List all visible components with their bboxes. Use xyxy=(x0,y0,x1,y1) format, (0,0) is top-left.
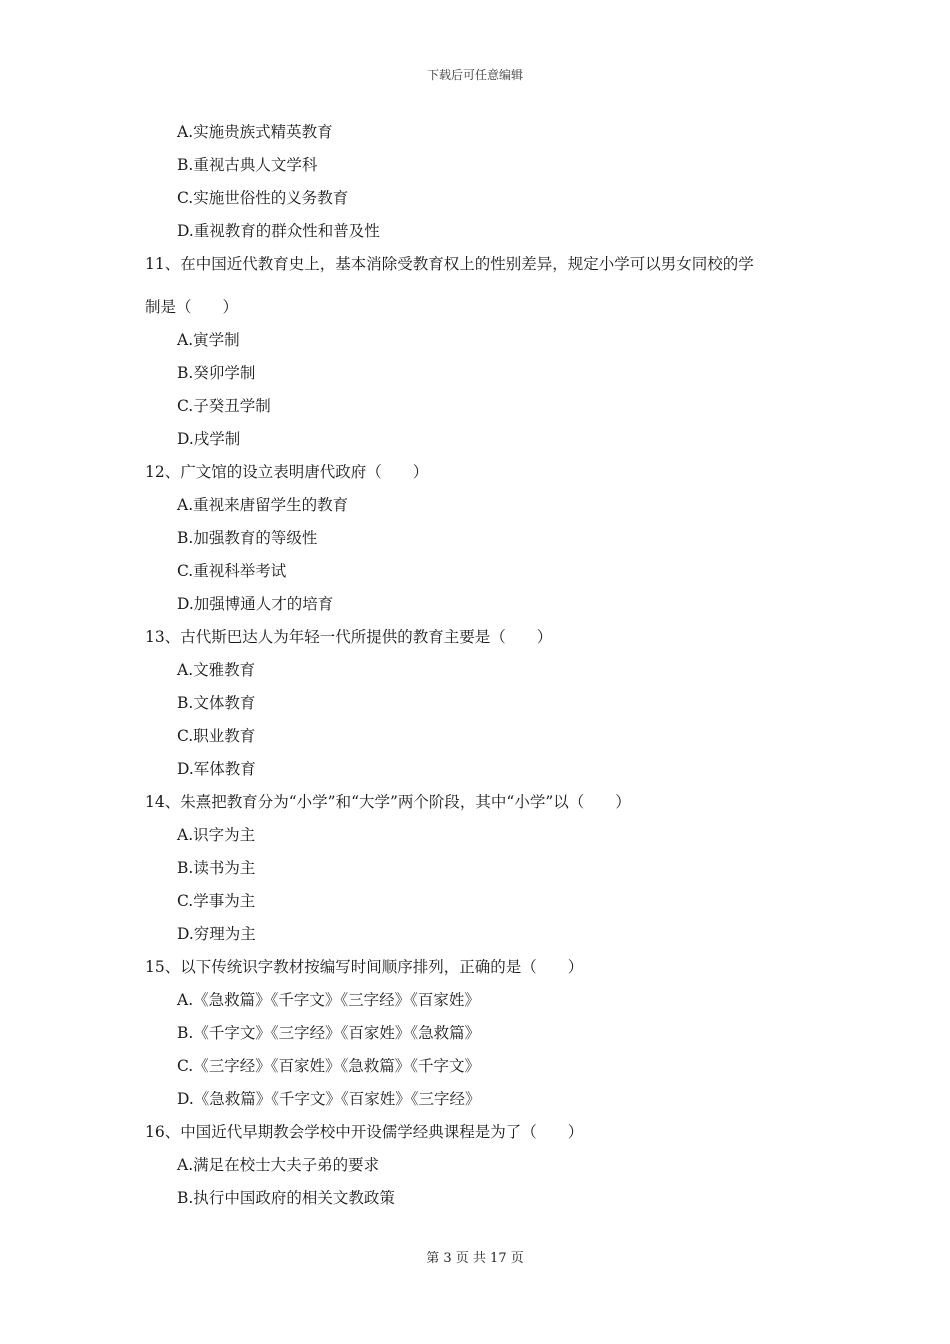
answer-option: A.文雅教育 xyxy=(177,661,256,679)
page-footer: 第 3 页 共 17 页 xyxy=(426,1251,524,1266)
answer-option: D.《急救篇》《千字文》《百家姓》《三字经》 xyxy=(177,1090,481,1108)
answer-option: B.文体教育 xyxy=(177,694,256,712)
answer-option: D.加强博通人才的培育 xyxy=(177,595,334,613)
answer-option: B.加强教育的等级性 xyxy=(177,529,318,547)
question-text: 12、广文馆的设立表明唐代政府（ ） xyxy=(145,463,429,481)
answer-option: B.读书为主 xyxy=(177,859,256,877)
answer-option: C.职业教育 xyxy=(177,727,256,745)
answer-option: D.穷理为主 xyxy=(177,925,256,943)
answer-option: B.癸卯学制 xyxy=(177,364,256,382)
answer-option: B.《千字文》《三字经》《百家姓》《急救篇》 xyxy=(177,1024,481,1042)
answer-option: B.重视古典人文学科 xyxy=(177,156,318,174)
answer-option: A.寅学制 xyxy=(177,331,240,349)
answer-option: A.满足在校士大夫子弟的要求 xyxy=(177,1156,380,1174)
answer-option: A.《急救篇》《千字文》《三字经》《百家姓》 xyxy=(177,991,480,1009)
answer-option: D.戌学制 xyxy=(177,430,241,448)
answer-option: C.子癸丑学制 xyxy=(177,397,271,415)
answer-option: C.重视科举考试 xyxy=(177,562,287,580)
question-text: 11、在中国近代教育史上，基本消除受教育权上的性别差异，规定小学可以男女同校的学 xyxy=(145,255,754,273)
answer-option: D.重视教育的群众性和普及性 xyxy=(177,222,380,240)
question-text: 16、中国近代早期教会学校中开设儒学经典课程是为了（ ） xyxy=(145,1123,584,1141)
answer-option: C.实施世俗性的义务教育 xyxy=(177,189,349,207)
page-header: 下载后可任意编辑 xyxy=(426,68,523,82)
answer-option: D.军体教育 xyxy=(177,760,256,778)
question-text: 14、朱熹把教育分为“小学”和“大学”两个阶段，其中“小学”以（ ） xyxy=(145,793,631,811)
answer-option: C.《三字经》《百家姓》《急救篇》《千字文》 xyxy=(177,1057,480,1075)
answer-option: B.执行中国政府的相关文教政策 xyxy=(177,1189,395,1207)
question-text: 15、以下传统识字教材按编写时间顺序排列，正确的是（ ） xyxy=(145,958,584,976)
answer-option: A.实施贵族式精英教育 xyxy=(177,123,333,141)
answer-option: A.重视来唐留学生的教育 xyxy=(177,496,349,514)
answer-option: A.识字为主 xyxy=(177,826,256,844)
question-text-continued: 制是（ ） xyxy=(145,298,239,316)
answer-option: C.学事为主 xyxy=(177,892,256,910)
question-text: 13、古代斯巴达人为年轻一代所提供的教育主要是（ ） xyxy=(145,628,553,646)
